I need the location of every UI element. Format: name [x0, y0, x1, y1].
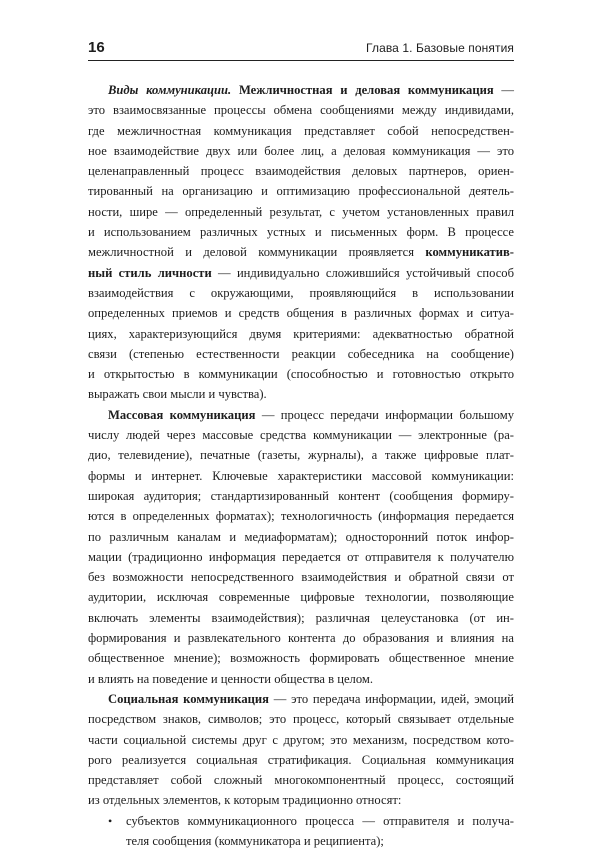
text-line: циях, характеризующийся двумя критериями: адекватностью обратной: [88, 326, 514, 341]
term-interpersonal-business-communication: Межличностная и деловая коммуникация: [238, 83, 494, 97]
text-line: из отдельных элементов, к которым традиционно относят:: [88, 793, 402, 808]
text-line: широкая аудитория; стандартизированный контент (сообщения формиру-: [88, 488, 514, 503]
text-line: формирования и развлекательного контента до образования и влияния на: [88, 631, 514, 646]
text-line: и использованием различных устных и письменных форм. В процессе: [88, 225, 514, 240]
section-lead-italic: Виды коммуникации.: [108, 83, 232, 97]
text-line: взаимодействия с окружающими, проявляющийся в использовании: [88, 285, 514, 300]
text-line: аудитории, исключая современные цифровые технологии, позволяющие: [88, 590, 514, 605]
text-line: Массовая коммуникация — процесс передачи информации большому: [108, 407, 514, 422]
text-line: ются в определенных форматах); технологичность (информация передается: [88, 509, 514, 524]
page-number: 16: [88, 39, 105, 56]
text-line: дио, телевидение), печатные (газеты, журналы), а также цифровые плат-: [88, 448, 514, 463]
text-line: и влиять на поведение и ценности общества в целом.: [88, 671, 373, 686]
text-line: ности, шире — определенный результат, с учетом установленных правил: [88, 204, 514, 219]
list-item: • субъектов коммуникационного процесса — отправителя и получа-: [88, 811, 514, 831]
text-line: общественное мнение); возможность формировать общественное мнение: [88, 651, 514, 666]
bullet-icon: •: [108, 813, 113, 828]
text-line: рого реализуется социальная стратификация. Социальная коммуникация: [88, 752, 514, 767]
body-text: [88, 80, 514, 851]
text-line: целенаправленный процесс взаимодействия деловых партнеров, ориен-: [88, 164, 514, 179]
text-line: без возможности непосредственного взаимодействия и обратной связи от: [88, 570, 514, 585]
text-line: Виды коммуникации. Межличностная и деловая коммуникация —: [108, 83, 514, 97]
running-header: [88, 38, 514, 61]
text-line: по различным каналам и медиаформатам); односторонний поток инфор-: [88, 529, 514, 544]
term-communicative-style: коммуникатив-: [425, 245, 514, 260]
text-line: посредством знаков, символов; это процесс, который связывает отдельные: [88, 712, 514, 727]
text-line: части социальной системы друг с другом; это механизм, посредством кото-: [88, 732, 514, 747]
list-item-continuation: теля сообщения (коммуникатора и реципиента);: [126, 833, 384, 848]
text-line: представляет собой сложный многокомпонентный процесс, состоящий: [88, 773, 514, 788]
text-line: где межличностная коммуникация представляет собой непосредствен-: [88, 123, 514, 138]
chapter-title: Глава 1. Базовые понятия: [366, 41, 514, 55]
text-line: числу людей через массовые средства коммуникации — электронные (ра-: [88, 428, 514, 443]
text-line: и открытостью в коммуникации (способностью и готовностью открыто: [88, 367, 514, 382]
term-mass-communication: Массовая коммуникация: [108, 407, 256, 422]
term-social-communication: Социальная коммуникация: [108, 691, 269, 706]
text-line: это взаимосвязанные процессы обмена сообщениями между индивидами,: [88, 103, 514, 118]
text-line: выражать свои мысли и чувства).: [88, 387, 267, 402]
text-line: ное взаимодействие двух или более лиц, а деловая коммуникация — это: [88, 143, 514, 158]
text-line: определенных приемов и средств общения в различных формах и ситуа-: [88, 306, 514, 321]
text-line: связи (степенью естественности реакции собеседника на сообщение): [88, 346, 514, 361]
text-line: формы и интернет. Ключевые характеристики массовой коммуникации:: [88, 468, 514, 483]
text-line: тированный на организацию и оптимизацию профессиональной деятель-: [88, 184, 514, 199]
text-line: ный стиль личности — индивидуально сложившийся устойчивый способ: [88, 265, 514, 280]
text-line: межличностной и деловой коммуникации проявляется коммуникатив-: [88, 245, 514, 260]
text-line: включать элементы взаимодействия); различная целеустановка (от ин-: [88, 610, 514, 625]
text-line: мации (традиционно информация передается от отправителя к получателю: [88, 549, 514, 564]
text-line: Социальная коммуникация — это передача информации, идей, эмоций: [108, 691, 514, 706]
term-communicative-style-cont: ный стиль личности: [88, 265, 212, 280]
